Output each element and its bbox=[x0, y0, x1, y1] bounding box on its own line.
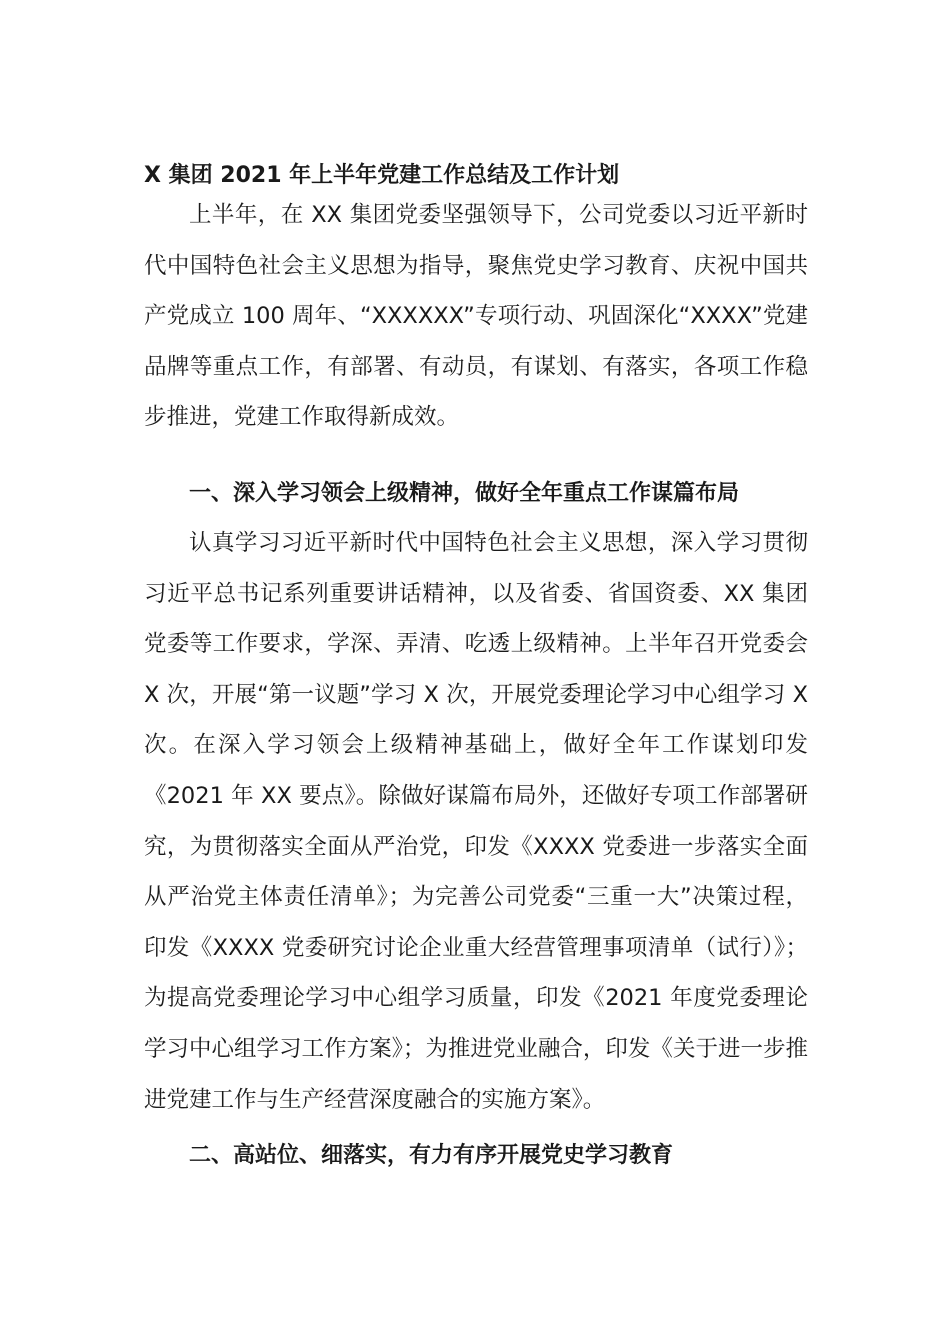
section-1-heading: 一、深入学习领会上级精神，做好全年重点工作谋篇布局 bbox=[189, 481, 740, 506]
section-1-paragraph: 认真学习习近平新时代中国特色社会主义思想，深入学习贯彻习近平总书记系列重要讲话精神，以及省委、省国资委、XX 集团党委等工作要求，学深、弄清、吃透上级精神。上半年召开党委会 X 次，开展“第一议题”学习 X 次，开展党委理论学习中心组学习 X 次。在深入学习领会上级精神基础上，做好全年工作谋划印发《2021 年 XX 要点》。除做好谋篇布局外，还做好专项工作部署研究，为贯彻落实全面从严治党，印发《XXXX 党委进一步落实全面从严治党主体责任清单》；为完善公司党委“三重一大”决策过程，印发《XXXX 党委研究讨论企业重大经营管理事项清单（试行）》；为提高党委理论学习中心组学习质量，印发《2021 年度党委理论学习中心组学习工作方案》；为推进党业融合，印发《关于进一步推进党建工作与生产经营深度融合的实施方案》。 bbox=[144, 530, 808, 1113]
document-title: X 集团 2021 年上半年党建工作总结及工作计划 bbox=[144, 163, 620, 188]
intro-paragraph: 上半年，在 XX 集团党委坚强领导下，公司党委以习近平新时代中国特色社会主义思想为指导，聚焦党史学习教育、庆祝中国共产党成立 100 周年、“XXXXXX”专项行动、巩固深化“XXXX”党建品牌等重点工作，有部署、有动员，有谋划、有落实，各项工作稳步推进，党建工作取得新成效。 bbox=[144, 202, 808, 431]
section-2-heading: 二、高站位、细落实，有力有序开展党史学习教育 bbox=[189, 1143, 674, 1168]
